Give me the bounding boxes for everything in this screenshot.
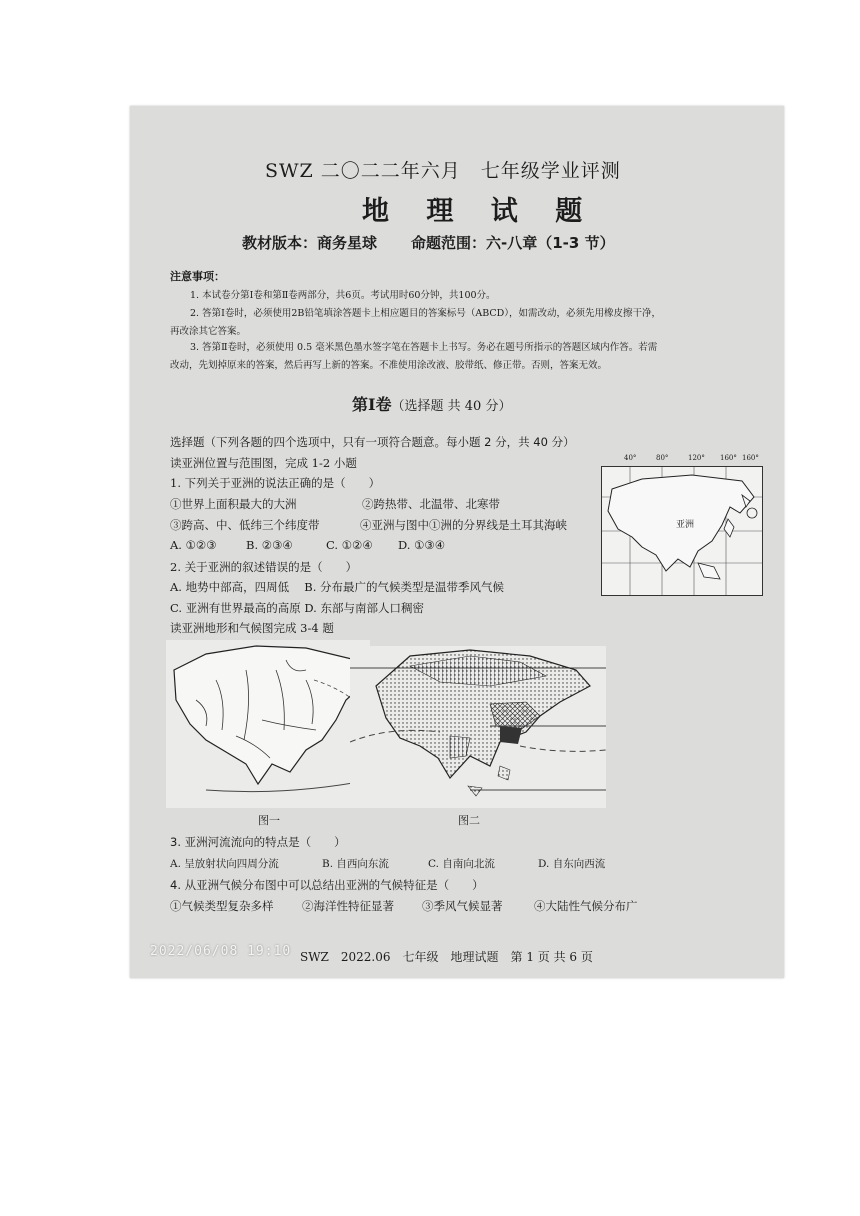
exam-header-line: SWZ 二〇二二年六月 七年级学业评测 [265, 160, 621, 182]
page-footer: SWZ 2022.06 七年级 地理试题 第 1 页 共 6 页 [300, 950, 593, 964]
exam-page [130, 106, 784, 978]
figure-2-asia-climate-map [350, 646, 606, 808]
q3-choice-d: D. 自东向西流 [538, 858, 606, 870]
choice-instruction: 选择题（下列各题的四个选项中，只有一项符合题意。每小题 2 分，共 40 分） [170, 435, 575, 449]
q1-statement-4: ④亚洲与图中①洲的分界线是土耳其海峡 [360, 518, 567, 532]
lon-tick: 160° [720, 454, 737, 462]
q3-choice-a: A. 呈放射状向四周分流 [170, 858, 279, 870]
lon-tick: 120° [688, 454, 705, 462]
q2-choices-cd: C. 亚洲有世界最高的高原 D. 东部与南部人口稠密 [170, 601, 424, 615]
read-prompt-2: 读亚洲地形和气候图完成 3-4 题 [170, 621, 334, 635]
q2-choices-ab: A. 地势中部高，四周低 B. 分布最广的气候类型是温带季风气候 [170, 580, 505, 594]
q4-statement-3: ③季风气候显著 [422, 899, 503, 913]
q2-stem: 2. 关于亚洲的叙述错误的是（ ） [170, 560, 358, 574]
q4-statement-2: ②海洋性特征显著 [302, 899, 394, 913]
note-3: 3. 答第Ⅱ卷时，必须使用 0.5 毫米黑色墨水签字笔在答题卡上书写。务必在题号所指示的答题区域内作答。若需 [190, 342, 658, 353]
note-2-cont: 再改涂其它答案。 [170, 326, 247, 337]
exam-title: 地 理 试 题 [362, 196, 597, 227]
q1-statement-3: ③跨高、中、低纬三个纬度带 [170, 518, 320, 532]
q3-choice-c: C. 自南向北流 [428, 858, 495, 870]
q4-stem: 4. 从亚洲气候分布图中可以总结出亚洲的气候特征是（ ） [170, 878, 484, 892]
q1-stem: 1. 下列关于亚洲的说法正确的是（ ） [170, 476, 381, 490]
exam-info [242, 232, 615, 253]
q1-choice-a: A. ①②③ [170, 538, 217, 552]
notes-heading: 注意事项： [170, 270, 225, 283]
photo-timestamp: 2022/06/08 19:10 [150, 944, 292, 959]
section-name: 第Ⅰ卷 [352, 395, 392, 414]
note-3-cont: 改动，先划掉原来的答案，然后再写上新的答案。不准使用涂改液、胶带纸、修正带。否则，答案无效。 [170, 360, 608, 371]
q3-choice-b: B. 自西向东流 [322, 858, 389, 870]
note-2: 2. 答第Ⅰ卷时，必须使用2B铅笔填涂答题卡上相应题目的答案标号（ABCD），如需改动，必须先用橡皮擦干净， [190, 308, 662, 319]
section-title [352, 392, 511, 415]
lon-tick: 160° [742, 454, 759, 462]
q4-statement-1: ①气候类型复杂多样 [170, 899, 274, 913]
exam-scope: 命题范围：六-八章（1-3 节） [411, 234, 615, 252]
lon-tick: 80° [656, 454, 669, 462]
q1-choice-d: D. ①③④ [398, 538, 446, 552]
minimap-asia-label: 亚洲 [676, 520, 695, 530]
figure-1-caption: 图一 [258, 814, 280, 827]
asia-location-map [601, 454, 763, 596]
lon-tick: 40° [624, 454, 637, 462]
read-prompt-1: 读亚洲位置与范围图，完成 1-2 小题 [170, 456, 357, 470]
textbook-edition: 教材版本：商务星球 [242, 234, 378, 252]
q1-choice-c: C. ①②④ [326, 538, 373, 552]
q3-stem: 3. 亚洲河流流向的特点是（ ） [170, 835, 346, 849]
q1-choice-b: B. ②③④ [246, 538, 293, 552]
q4-statement-4: ④大陆性气候分布广 [534, 899, 638, 913]
q1-statement-2: ②跨热带、北温带、北寒带 [362, 497, 500, 511]
section-subtitle: （选择题 共 40 分） [391, 399, 512, 414]
figure-2-caption: 图二 [458, 814, 480, 827]
q1-statement-1: ①世界上面积最大的大洲 [170, 497, 297, 511]
figure-1-asia-terrain-map [166, 640, 370, 808]
note-1: 1. 本试卷分第Ⅰ卷和第Ⅱ卷两部分，共6页。考试用时60分钟，共100分。 [190, 290, 496, 301]
